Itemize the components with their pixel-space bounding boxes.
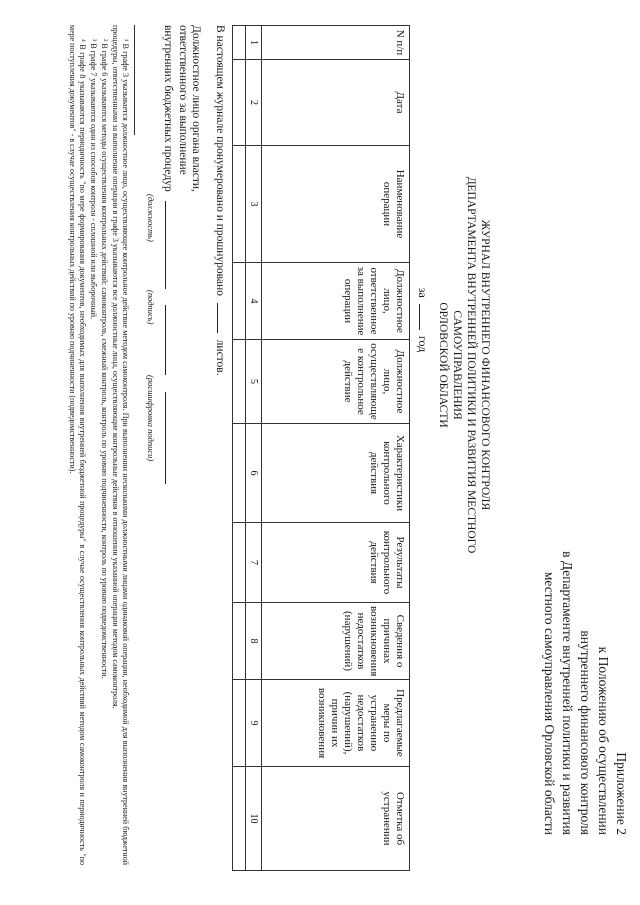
column-number: 2 [246,60,262,146]
year-prefix: за [416,287,430,298]
journal-title-line: ОРЛОВСКОЙ ОБЛАСТИ [437,302,449,428]
column-header: Результаты контрольного действия [262,523,410,603]
appendix-line: Приложение 2 [614,752,629,835]
table-cell[interactable] [233,424,246,523]
table-cell[interactable] [233,146,246,263]
column-number-row [246,26,262,871]
column-header: Сведения о причинах возникновения недостатков (нарушений) [262,603,410,680]
footnote: ³ В графе 7 указываются один из способов контроля - сплошной или выборочный. [89,39,98,320]
caption-signature: (подпись) [146,290,156,325]
column-number: 6 [246,424,262,523]
column-header: Отметка об устранении [262,767,410,871]
column-number: 7 [246,523,262,603]
caption-position: (должность) [146,194,156,242]
numbered-text-after: листов. [214,339,226,376]
table-cell[interactable] [233,603,246,680]
appendix-header [540,505,630,835]
column-number: 4 [246,263,262,340]
table-cell[interactable] [233,263,246,340]
table-cell[interactable] [233,767,246,871]
responsible-official-block [161,25,202,625]
journal-title [436,150,492,580]
column-header: N п/п [262,26,410,60]
column-header: Характеристики контрольного действия [262,424,410,523]
table-cell[interactable] [233,680,246,767]
official-line: ответственного за выполнение [177,25,189,175]
footnote-divider [134,25,135,135]
footnote: ² В графе 6 указываются методы осуществления контрольных действий: самоконтроль, смежный контроль, контроль по уровню подчиненности, контроль по уровню подведомственности. [100,39,109,679]
journal-title-line: ЖУРНАЛ ВНУТРЕННЕГО ФИНАНСОВОГО КОНТРОЛЯ [479,219,491,511]
column-number: 8 [246,603,262,680]
journal-title-line: ДЕПАРТАМЕНТА ВНУТРЕННЕЙ ПОЛИТИКИ И РАЗВИТИЯ МЕСТНОГО САМОУПРАВЛЕНИЯ [451,176,477,554]
official-line: Должностное лицо органа власти, [190,25,202,192]
table-cell[interactable] [233,523,246,603]
appendix-line: в Департаменте внутренней политики и развития [560,551,575,835]
control-journal-table [232,25,410,871]
column-number: 1 [246,26,262,60]
decoding-blank[interactable] [165,392,176,484]
year-suffix: год [416,335,430,353]
official-line: внутренних бюджетных процедур [162,25,174,192]
footnotes [66,25,130,865]
appendix-line: внутреннего финансового контроля [578,630,593,835]
year-line [416,205,430,435]
table-cell[interactable] [233,26,246,60]
footnote: ⁴ В графе 8 указываются периодичность "по мере формирования документов, необходимых для выполнения внутренней бюджетной процедуры" в случае осуществления контрольных действий методом самоконтроля и периодичность "по мере поступления документов" - в случае осуществления контрольных действий по уровню подчиненности (подведомственности). [68,25,87,865]
column-number: 5 [246,340,262,424]
position-blank[interactable] [165,201,176,289]
signature-blank[interactable] [165,305,176,375]
numbered-pages-statement [213,25,228,625]
sheet-count-blank[interactable] [217,303,228,333]
table-cell[interactable] [233,340,246,424]
table-row [233,26,246,871]
footnote: ¹ В графе 3 указывается должностное лицо, осуществляющее контрольное действие методом самоконтроля. При выполнении несколькими должностными лицами одинаковой операции, необходимой для выполнения внутренней бюджетной процедуры, ответственными за выполнение операции в графе 3 указываются все должностные лица, осуществляющие контрольные действия в отношении указанной операции методом самоконтроля. [111,25,130,865]
column-number: 3 [246,146,262,263]
column-header: Должностное лицо, осуществляюще е контрольное действие [262,340,410,424]
year-blank[interactable] [419,304,430,330]
column-number: 9 [246,680,262,767]
caption-decoding: (расшифровка подписи) [146,375,156,462]
numbered-text-before: В настоящем журнале пронумеровано и прошнуровано [214,25,226,296]
appendix-line: местного самоуправления Орловской области [542,571,557,835]
column-header: Предлагаемые меры по устранению недостатков (нарушений), причин их возникновения [262,680,410,767]
appendix-line: к Положению об осуществлении [596,646,611,835]
table-header-row [262,26,410,871]
column-header: Наименование операции [262,146,410,263]
column-header: Дата [262,60,410,146]
column-number: 10 [246,767,262,871]
table-cell[interactable] [233,60,246,146]
column-header: Должностное лицо, ответственное за выполнение операции [262,263,410,340]
